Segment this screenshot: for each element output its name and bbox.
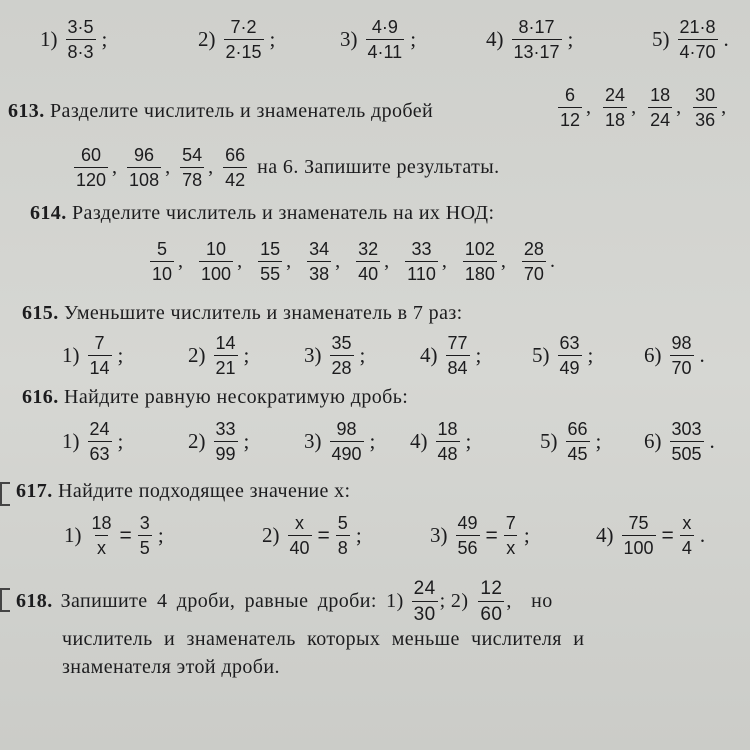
task-613-fraction — [180, 146, 204, 189]
item-punct: . — [709, 429, 715, 453]
fraction-right — [336, 514, 350, 557]
item-label: 1) — [40, 27, 58, 51]
denominator: 4·11 — [366, 39, 405, 61]
denominator: x — [95, 535, 108, 557]
task-617-equation — [262, 514, 362, 557]
fraction — [330, 334, 354, 377]
numerator: 102 — [464, 239, 495, 259]
task-613-line2 — [72, 146, 499, 189]
item-punct: ; — [243, 429, 250, 453]
item-label: 1) — [62, 429, 80, 453]
comma: . — [549, 250, 555, 272]
task-614-number: 614. — [30, 202, 67, 224]
denominator: 8 — [336, 535, 350, 557]
item-label: 2) — [188, 343, 206, 367]
task-616-header — [22, 386, 408, 409]
task-616-item — [304, 420, 375, 463]
fraction — [88, 334, 112, 377]
task-613-fraction — [603, 86, 627, 129]
task-618-number: 618. — [16, 589, 53, 612]
denominator: 24 — [648, 107, 672, 129]
numerator: 77 — [447, 333, 468, 353]
item-punct: ; — [475, 343, 482, 367]
numerator: 24 — [89, 419, 110, 439]
denominator: 13·17 — [512, 39, 562, 61]
denominator: 49 — [558, 355, 582, 377]
fraction-left — [90, 514, 114, 557]
task-615-item — [62, 334, 123, 377]
task-614-fraction — [199, 240, 233, 283]
task-612-item — [40, 18, 107, 61]
fraction — [88, 420, 112, 463]
task-618-separator: ; 2) — [439, 589, 469, 612]
task-616-number: 616. — [22, 386, 59, 408]
denominator: 180 — [463, 261, 497, 283]
fraction — [214, 420, 238, 463]
item-label: 3) — [340, 27, 358, 51]
denominator: 18 — [603, 107, 627, 129]
numerator: 21·8 — [679, 17, 716, 37]
denominator: 21 — [214, 355, 238, 377]
denominator: 70 — [670, 355, 694, 377]
task-616-item — [188, 420, 249, 463]
numerator: 35 — [331, 333, 352, 353]
fraction-left — [456, 514, 480, 557]
denominator: 48 — [436, 441, 460, 463]
fraction — [330, 420, 364, 463]
numerator: 33 — [215, 419, 236, 439]
item-punct: ; — [117, 429, 124, 453]
item-label: 4) — [486, 27, 504, 51]
denominator: 4·70 — [678, 39, 718, 61]
comma: , — [586, 96, 592, 118]
numerator: 6 — [565, 85, 576, 105]
numerator: 18 — [650, 85, 671, 105]
task-618-line3: знаменателя этой дроби. — [62, 656, 280, 678]
denominator: 12 — [558, 107, 582, 129]
comma: , — [384, 250, 390, 272]
numerator: 66 — [567, 419, 588, 439]
comma: , — [178, 250, 184, 272]
task-613-fractions-line2 — [72, 146, 249, 189]
item-punct: ; — [101, 27, 108, 51]
denominator: 63 — [88, 441, 112, 463]
task-615-item — [188, 334, 249, 377]
numerator: 96 — [134, 145, 155, 165]
margin-bracket — [0, 482, 10, 506]
denominator: 84 — [446, 355, 470, 377]
task-618-line1 — [16, 576, 553, 626]
numerator: 3 — [139, 513, 150, 533]
task-615-number: 615. — [22, 302, 59, 324]
task-617-number: 617. — [16, 480, 53, 502]
task-615-text: Уменьшите числитель и знаменатель в 7 раз: — [64, 302, 463, 324]
numerator: 5 — [337, 513, 348, 533]
fraction — [670, 420, 704, 463]
task-614-fraction — [463, 240, 497, 283]
numerator: 66 — [225, 145, 246, 165]
item-label: 5) — [540, 429, 558, 453]
numerator: 15 — [260, 239, 281, 259]
task-618-fraction-1 — [412, 579, 438, 624]
task-613-fraction — [74, 146, 108, 189]
task-617-equation — [596, 514, 705, 557]
fraction — [678, 18, 718, 61]
task-613-fraction — [648, 86, 672, 129]
task-613-text: Разделите числитель и знаменатель дробей — [50, 100, 434, 122]
item-punct: ; — [587, 343, 594, 367]
item-label: 5) — [652, 27, 670, 51]
numerator: 10 — [206, 239, 227, 259]
task-616-text: Найдите равную несократимую дробь: — [64, 386, 409, 408]
task-618-line2: числитель и знаменатель которых меньше числителя и — [62, 628, 585, 650]
fraction-right — [680, 514, 694, 557]
denominator: 45 — [566, 441, 590, 463]
denominator: 5 — [138, 535, 152, 557]
item-punct: ; — [410, 27, 417, 51]
item-label: 2) — [188, 429, 206, 453]
numerator: 7 — [94, 333, 105, 353]
item-punct: . — [699, 343, 705, 367]
task-613-number: 613. — [8, 100, 45, 122]
fraction — [366, 18, 405, 61]
numerator: x — [295, 513, 305, 533]
comma: , — [441, 250, 447, 272]
task-614-fraction — [307, 240, 331, 283]
task-617-text: Найдите подходящее значение x: — [58, 480, 351, 502]
item-punct: . — [699, 523, 706, 547]
numerator: 75 — [628, 513, 649, 533]
task-613-fractions-line1 — [556, 86, 736, 129]
denominator: 40 — [288, 535, 312, 557]
denominator: 100 — [622, 535, 656, 557]
item-punct: ; — [369, 429, 376, 453]
task-614-fraction — [356, 240, 380, 283]
numerator: 7 — [505, 513, 516, 533]
item-punct: ; — [465, 429, 472, 453]
denominator: 36 — [693, 107, 717, 129]
task-614-fraction — [258, 240, 282, 283]
numerator: 18 — [437, 419, 458, 439]
comma: , — [165, 156, 171, 178]
task-613-fraction — [693, 86, 717, 129]
numerator: 98 — [671, 333, 692, 353]
numerator: 7·2 — [230, 17, 257, 37]
fraction — [566, 420, 590, 463]
denominator: 490 — [330, 441, 364, 463]
item-punct: ; — [359, 343, 366, 367]
item-label: 3) — [430, 523, 448, 547]
item-label: 4) — [596, 523, 614, 547]
task-612-item — [486, 18, 573, 61]
denominator: 14 — [88, 355, 112, 377]
numerator: 33 — [411, 239, 432, 259]
denominator: x — [504, 535, 517, 557]
numerator: x — [682, 513, 692, 533]
item-label: 5) — [532, 343, 550, 367]
denominator: 120 — [74, 167, 108, 189]
fraction — [66, 18, 96, 61]
numerator: 98 — [336, 419, 357, 439]
task-618-fraction-2 — [478, 579, 504, 624]
task-614-fractions — [148, 240, 569, 283]
numerator: 24 — [605, 85, 626, 105]
numerator: 24 — [413, 577, 436, 599]
numerator: 49 — [457, 513, 478, 533]
comma: , — [237, 250, 243, 272]
denominator: 2·15 — [224, 39, 264, 61]
denominator: 110 — [405, 261, 438, 283]
denominator: 78 — [180, 167, 204, 189]
fraction-right — [504, 514, 518, 557]
task-618-tail: , но — [506, 589, 553, 612]
equals-sign: = — [661, 523, 674, 547]
task-615-item — [304, 334, 365, 377]
task-617-equation — [64, 514, 164, 557]
item-label: 2) — [262, 523, 280, 547]
item-punct: ; — [269, 27, 276, 51]
denominator: 38 — [307, 261, 331, 283]
item-punct: ; — [567, 27, 574, 51]
item-label: 1) — [64, 523, 82, 547]
task-612-item — [340, 18, 416, 61]
comma: , — [721, 96, 727, 118]
task-614-fraction — [405, 240, 438, 283]
equals-sign: = — [119, 523, 132, 547]
task-614-fraction — [522, 240, 546, 283]
comma: , — [631, 96, 637, 118]
item-punct: ; — [243, 343, 250, 367]
task-613-header — [8, 100, 433, 123]
item-label: 3) — [304, 343, 322, 367]
fraction-left — [288, 514, 312, 557]
item-punct: ; — [595, 429, 602, 453]
denominator: 55 — [258, 261, 282, 283]
task-615-item — [644, 334, 705, 377]
task-613-fraction — [127, 146, 161, 189]
task-616-item — [62, 420, 123, 463]
task-615-item — [420, 334, 481, 377]
denominator: 8·3 — [66, 39, 96, 61]
fraction-right — [138, 514, 152, 557]
numerator: 32 — [358, 239, 379, 259]
numerator: 60 — [81, 145, 102, 165]
item-label: 4) — [410, 429, 428, 453]
item-label: 1) — [62, 343, 80, 367]
task-613-text2: на 6. Запишите результаты. — [257, 156, 500, 178]
item-label: 3) — [304, 429, 322, 453]
fraction — [214, 334, 238, 377]
denominator: 40 — [356, 261, 380, 283]
denominator: 70 — [522, 261, 546, 283]
task-616-item — [644, 420, 715, 463]
numerator: 4·9 — [371, 17, 398, 37]
numerator: 34 — [309, 239, 330, 259]
denominator: 100 — [199, 261, 233, 283]
equals-sign: = — [485, 523, 498, 547]
fraction — [446, 334, 470, 377]
fraction — [436, 420, 460, 463]
task-614-text: Разделите числитель и знаменатель на их НОД: — [72, 202, 495, 224]
denominator: 60 — [478, 601, 504, 624]
task-615-header — [22, 302, 463, 325]
item-label: 6) — [644, 343, 662, 367]
item-label: 6) — [644, 429, 662, 453]
task-614-header — [30, 202, 494, 225]
task-614-fraction — [150, 240, 174, 283]
numerator: 28 — [523, 239, 544, 259]
numerator: 63 — [559, 333, 580, 353]
numerator: 30 — [695, 85, 716, 105]
task-615-item — [532, 334, 593, 377]
fraction — [670, 334, 694, 377]
item-punct: ; — [355, 523, 362, 547]
item-punct: ; — [523, 523, 530, 547]
task-612-item — [652, 18, 729, 61]
numerator: 18 — [91, 513, 112, 533]
task-618-text1: Запишите 4 дроби, равные дроби: 1) — [60, 589, 404, 612]
denominator: 10 — [150, 261, 174, 283]
margin-bracket — [0, 588, 10, 612]
numerator: 5 — [157, 239, 168, 259]
item-punct: . — [723, 27, 729, 51]
comma: , — [286, 250, 292, 272]
task-617-header — [16, 480, 350, 503]
denominator: 42 — [223, 167, 247, 189]
denominator: 99 — [214, 441, 238, 463]
task-616-item — [540, 420, 601, 463]
task-613-fraction — [558, 86, 582, 129]
task-617-equation — [430, 514, 530, 557]
comma: , — [208, 156, 214, 178]
task-613-fraction — [223, 146, 247, 189]
denominator: 28 — [330, 355, 354, 377]
item-punct: ; — [157, 523, 164, 547]
denominator: 4 — [680, 535, 694, 557]
denominator: 56 — [456, 535, 480, 557]
item-punct: ; — [117, 343, 124, 367]
numerator: 12 — [480, 577, 503, 599]
fraction — [558, 334, 582, 377]
comma: , — [112, 156, 118, 178]
item-label: 4) — [420, 343, 438, 367]
numerator: 3·5 — [67, 17, 94, 37]
comma: , — [676, 96, 682, 118]
numerator: 303 — [671, 419, 702, 439]
denominator: 30 — [412, 601, 438, 624]
numerator: 8·17 — [518, 17, 555, 37]
denominator: 505 — [670, 441, 704, 463]
fraction — [512, 18, 562, 61]
denominator: 108 — [127, 167, 161, 189]
task-616-item — [410, 420, 471, 463]
fraction-left — [622, 514, 656, 557]
equals-sign: = — [317, 523, 330, 547]
fraction — [224, 18, 264, 61]
numerator: 54 — [182, 145, 203, 165]
numerator: 14 — [215, 333, 236, 353]
comma: , — [500, 250, 506, 272]
task-612-item — [198, 18, 275, 61]
item-label: 2) — [198, 27, 216, 51]
comma: , — [335, 250, 341, 272]
